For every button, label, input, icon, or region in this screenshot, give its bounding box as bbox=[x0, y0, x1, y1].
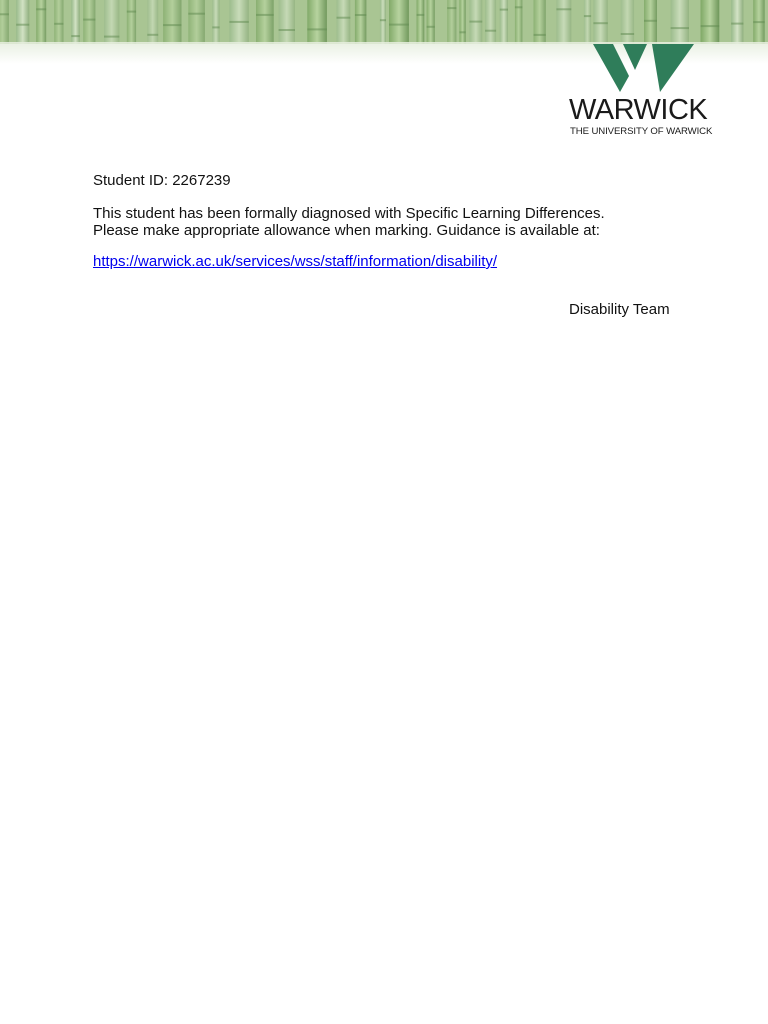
logo-wordmark: WARWICK bbox=[569, 94, 708, 126]
header-banner bbox=[0, 0, 768, 44]
bamboo-background-image bbox=[0, 0, 768, 44]
letter-body bbox=[93, 172, 693, 270]
warwick-logo[interactable] bbox=[568, 44, 720, 140]
notice-line-2: Please make appropriate allowance when marking. Guidance is available at: bbox=[93, 222, 600, 239]
notice-paragraph bbox=[93, 205, 693, 239]
student-id: Student ID: 2267239 bbox=[93, 172, 231, 189]
notice-line-1: This student has been formally diagnosed with Specific Learning Differences. bbox=[93, 205, 605, 222]
guidance-link[interactable]: https://warwick.ac.uk/services/wss/staff/information/disability/ bbox=[93, 253, 498, 270]
logo-subtitle: THE UNIVERSITY OF WARWICK bbox=[570, 126, 713, 137]
signoff: Disability Team bbox=[569, 301, 670, 318]
warwick-w-mark-icon bbox=[590, 44, 698, 94]
